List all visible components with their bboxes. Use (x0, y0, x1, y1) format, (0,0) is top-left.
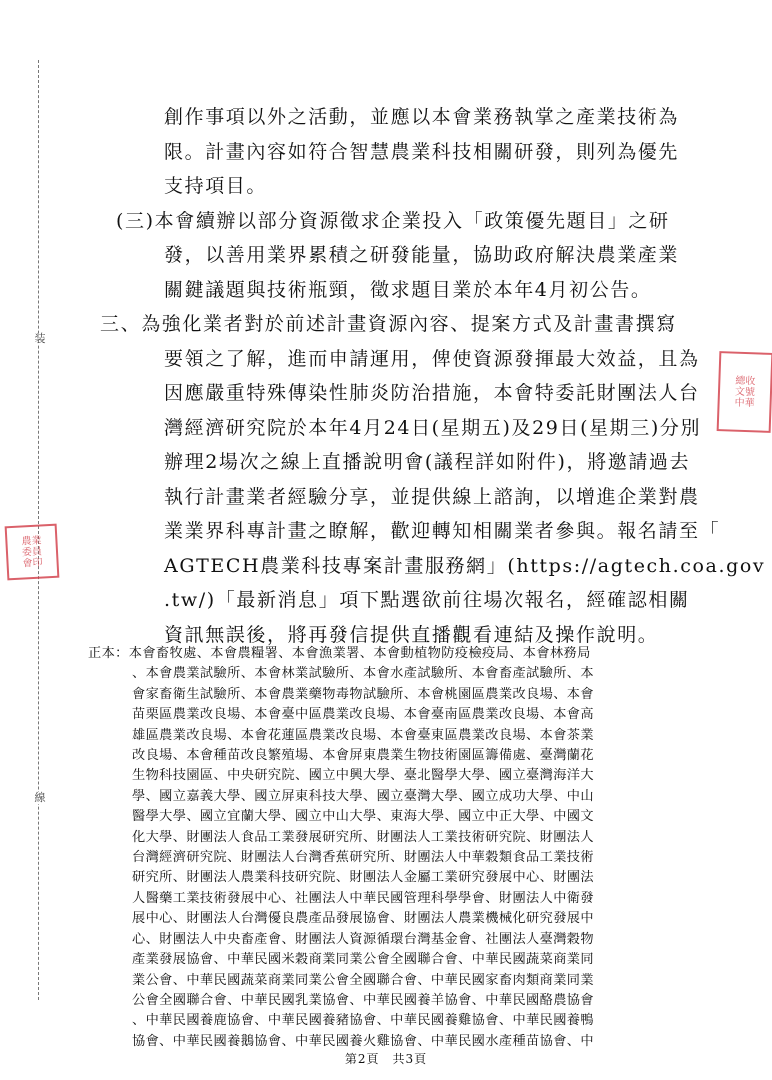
seal-stamp-right: 總收 文號 中華 (717, 351, 772, 433)
distribution-line: 學、國立嘉義大學、國立屏東科技大學、國立臺灣大學、國立成功大學、中山 (132, 788, 594, 804)
text-line: 要領之了解，進而申請運用，俾使資源發揮最大效益，且為 (164, 347, 700, 370)
distribution-line: 展中心、財團法人台灣優良農產品發展協會、財團法人農業機械化研究發展中 (132, 911, 594, 927)
distribution-line: 醫學大學、國立宜蘭大學、國立中山大學、東海大學、國立中正大學、中國文 (132, 809, 594, 825)
distribution-line: 產業發展協會、中華民國米穀商業同業公會全國聯合會、中華民國蔬菜商業同 (132, 952, 594, 968)
distribution-list (88, 644, 688, 1052)
text-line: 支持項目。 (164, 175, 268, 197)
item-3 (100, 204, 710, 308)
text-line: 三、為強化業者對於前述計畫資源內容、提案方式及計畫書撰寫 (100, 313, 677, 335)
distribution-line: 研究所、財團法人農業科技研究院、財團法人金屬工業研究發展中心、財團法 (132, 870, 594, 886)
text-line: 灣經濟研究院於本年4月24日(星期五)及29日(星期三)分別 (164, 416, 702, 439)
distribution-line: 人醫藥工業技術發展中心、社團法人中華民國管理科學學會、財團法人中衛發 (132, 890, 594, 906)
text-line: 關鍵議題與技術瓶頸，徵求題目業於本年4月初公告。 (164, 278, 652, 301)
distribution-line: 業公會、中華民國蔬菜商業同業公會全國聯合會、中華民國家畜肉類商業同業 (132, 972, 594, 988)
distribution-line: 公會全國聯合會、中華民國乳業協會、中華民國養羊協會、中華民國酪農協會 (132, 992, 594, 1008)
distribution-line: 、本會農業試驗所、本會林業試驗所、本會水產試驗所、本會畜產試驗所、本 (132, 666, 594, 682)
binding-mark-top: 装 (34, 332, 46, 345)
text-line: 辦理2場次之線上直播說明會(議程詳如附件)，將邀請過去 (164, 451, 691, 473)
text-line: 因應嚴重特殊傳染性肺炎防治措施，本會特委託財團法人台 (164, 382, 700, 404)
distribution-line: 苗栗區農業改良場、本會臺中區農業改良場、本會臺南區農業改良場、本會高 (132, 707, 594, 723)
text-line: .tw/)「最新消息」項下點選欲前往場次報名，經確認相關 (164, 589, 690, 611)
paragraph-continued (100, 100, 710, 204)
text-line: 業業界科專計畫之瞭解，歡迎轉知相關業者參與。報名請至「 (164, 520, 721, 542)
text-line: 限。計畫內容如符合智慧農業科技相關研發，則列為優先 (164, 140, 680, 163)
text-line: 創作事項以外之活動，並應以本會業務執掌之產業技術為 (164, 106, 680, 128)
distribution-line: 改良場、本會種苗改良繁殖場、本會屏東農業生物技術園區籌備處、臺灣蘭花 (132, 748, 594, 764)
text-line: 資訊無誤後，將再發信提供直播觀看連結及操作說明。 (164, 623, 659, 646)
distribution-line: 雄區農業改良場、本會花蓮區農業改良場、本會臺東區農業改良場、本會茶業 (132, 727, 594, 743)
distribution-line: 化大學、財團法人食品工業發展研究所、財團法人工業技術研究院、財團法人 (132, 829, 594, 845)
distribution-line: 台灣經濟研究院、財團法人台灣香蕉研究所、財團法人中華穀類食品工業技術 (132, 850, 594, 866)
text-line: (三)本會續辦以部分資源徵求企業投入「政策優先題目」之研 (116, 209, 670, 232)
distribution-line: 會家畜衛生試驗所、本會農業藥物毒物試驗所、本會桃園區農業改良場、本會 (132, 686, 594, 702)
text-line: 發，以善用業界累積之研發能量，協助政府解決農業產業 (164, 244, 680, 266)
distribution-line: 心、財團法人中央畜產會、財團法人資源循環台灣基金會、社團法人臺灣穀物 (132, 931, 594, 947)
distribution-line: 生物科技園區、中央研究院、國立中興大學、臺北醫學大學、國立臺灣海洋大 (132, 768, 594, 784)
binding-mark-bottom: 線 (34, 791, 46, 804)
distribution-line: 、中華民國養鹿協會、中華民國養豬協會、中華民國養雞協會、中華民國養鴨 (132, 1013, 594, 1029)
seal-stamp-left: 農業 委員 會印 (5, 524, 60, 581)
text-line: 執行計畫業者經驗分享，並提供線上諮詢，以增進企業對農 (164, 485, 700, 508)
distribution-line: 正本：本會畜牧處、本會農糧署、本會漁業署、本會動植物防疫檢疫局、本會林務局 (88, 646, 591, 661)
distribution-line: 協會、中華民國養鵝協會、中華民國養火雞協會、中華民國水產種苗協會、中 (132, 1033, 594, 1049)
text-line: AGTECH農業科技專案計畫服務網」(https://agtech.coa.gov (164, 554, 766, 577)
page-number: 第2頁 共3頁 (344, 1052, 428, 1066)
